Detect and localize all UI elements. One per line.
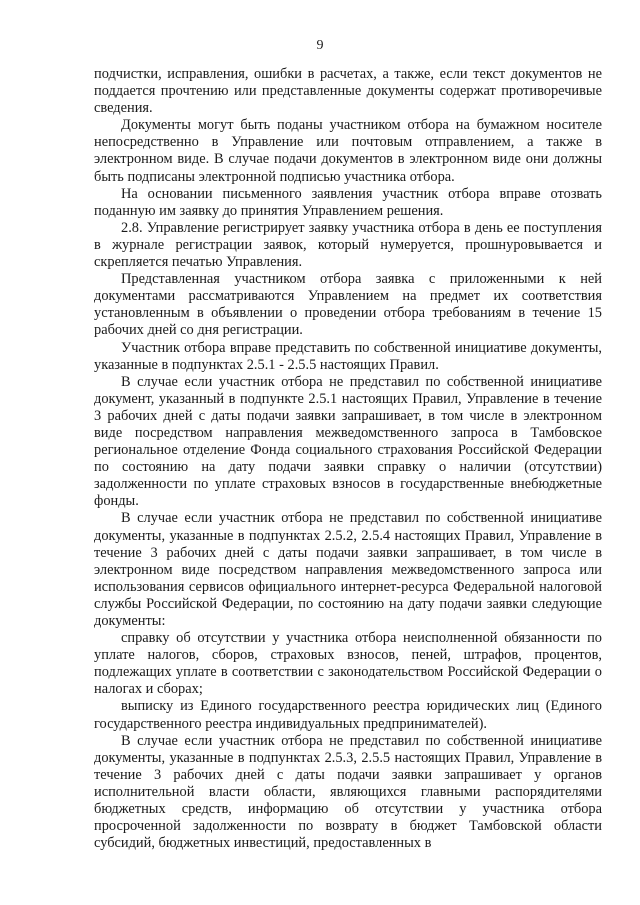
paragraph: выписку из Единого государственного реестра юридических лиц (Единого государственного реестра индивидуальных предпринимателей). <box>94 698 602 732</box>
document-body <box>94 66 602 852</box>
paragraph: справку об отсутствии у участника отбора неисполненной обязанности по уплате налогов, сборов, страховых взносов, пеней, штрафов, процентов, подлежащих уплате в соответствии с законодательством Российской Федерации о налогах и сборах; <box>94 630 602 698</box>
paragraph: В случае если участник отбора не представил по собственной инициативе документы, указанные в подпунктах 2.5.2, 2.5.4 настоящих Правил, Управление в течение 3 рабочих дней с даты подачи заявки запрашивает, в том числе в электронном виде посредством направления межведомственного запроса или использования сервисов официального интернет-ресурса Федеральной налоговой службы Российской Федерации, по состоянию на дату подачи заявки следующие документы: <box>94 510 602 629</box>
paragraph: 2.8. Управление регистрирует заявку участника отбора в день ее поступления в журнале регистрации заявок, который нумеруется, прошнуровывается и скрепляется печатью Управления. <box>94 219 602 271</box>
paragraph: Представленная участником отбора заявка с приложенными к ней документами рассматриваются Управлением на предмет их соответствия установленным в объявлении о проведении отбора требованиям в течение 15 рабочих дней со дня регистрации. <box>94 271 602 339</box>
paragraph: Документы могут быть поданы участником отбора на бумажном носителе непосредственно в Управление или почтовым отправлением, а также в электронном виде. В случае подачи документов в электронном виде они должны быть подписаны электронной подписью участника отбора. <box>94 117 602 185</box>
paragraph: В случае если участник отбора не представил по собственной инициативе документы, указанные в подпунктах 2.5.3, 2.5.5 настоящих Правил, Управление в течение 3 рабочих дней с даты подачи заявки запрашивает у органов исполнительной власти области, являющихся главными распорядителями бюджетных средств, информацию об отсутствии у участника отбора просроченной задолженности по возврату в бюджет Тамбовской области субсидий, бюджетных инвестиций, предоставленных в <box>94 732 602 852</box>
paragraph: На основании письменного заявления участник отбора вправе отозвать поданную им заявку до принятия Управлением решения. <box>94 185 602 219</box>
page-number: 9 <box>316 38 324 53</box>
paragraph: подчистки, исправления, ошибки в расчетах, а также, если текст документов не поддается прочтению или представленные документы содержат противоречивые сведения. <box>94 66 602 117</box>
paragraph: В случае если участник отбора не представил по собственной инициативе документ, указанный в подпункте 2.5.1 настоящих Правил, Управление в течение 3 рабочих дней с даты подачи заявки запрашивает, в том числе в электронном виде посредством направления межведомственного запроса в Тамбовское региональное отделение Фонда социального страхования Российской Федерации по состоянию на дату подачи заявки справку о наличии (отсутствии) задолженности по уплате страховых взносов в государственные внебюджетные фонды. <box>94 373 602 510</box>
paragraph: Участник отбора вправе представить по собственной инициативе документы, указанные в подпунктах 2.5.1 - 2.5.5 настоящих Правил. <box>94 339 602 373</box>
